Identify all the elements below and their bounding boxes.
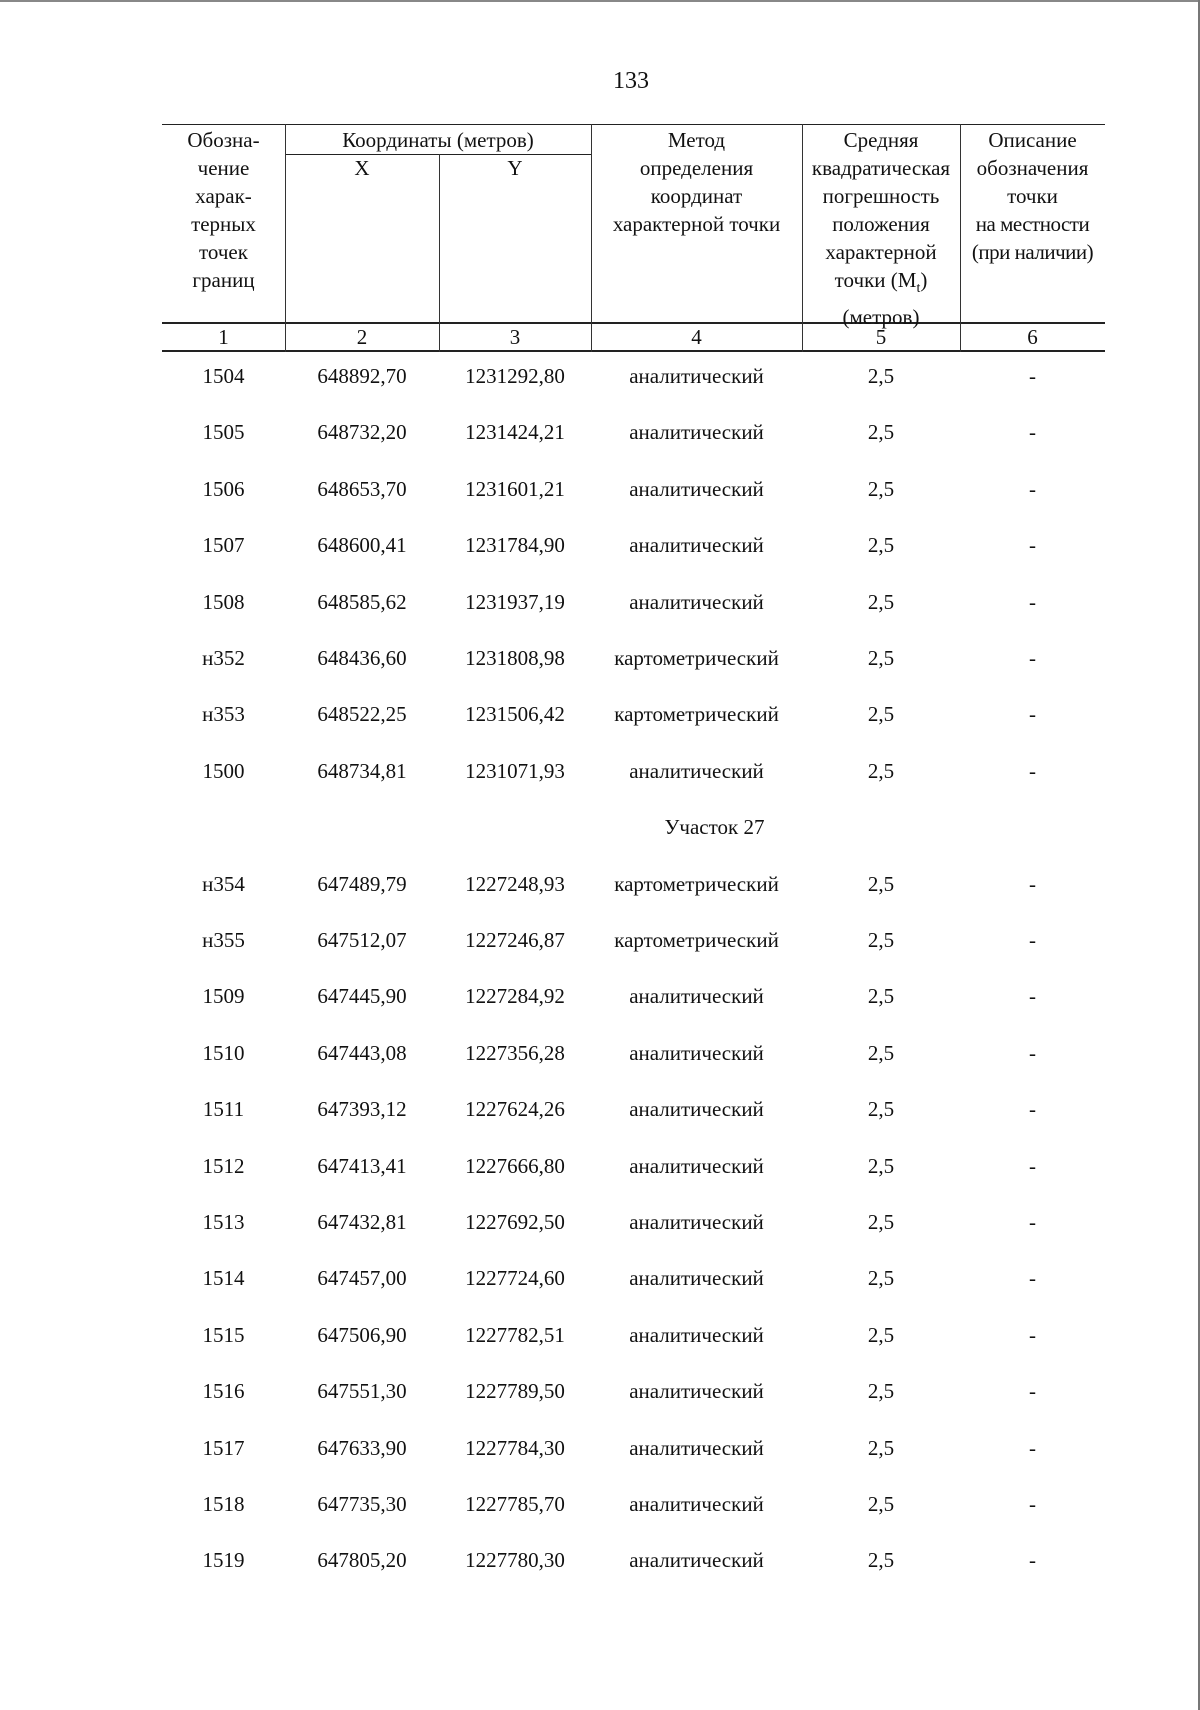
table-row [162,1033,1105,1073]
cell-mean-error: 2,5 [867,1548,895,1573]
cell-coord-y: 1231601,21 [465,476,565,501]
cell-description: - [1029,1322,1036,1347]
cell-method: картометрический [614,871,779,896]
cell-description: - [1029,1153,1036,1178]
cell-description: - [1029,476,1036,501]
cell-mean-error: 2,5 [867,1322,895,1347]
cell-method: аналитический [629,1210,764,1234]
cell-mean-error: 2,5 [867,533,895,558]
header-point-designation: Обозна- чение харак- терных точек границ [187,128,260,292]
cell-point-id: 1500 [202,758,245,783]
cell-coord-x: 647735,30 [317,1492,407,1516]
cell-coord-y: 1227356,28 [465,1040,565,1065]
header-mean-error: Средняя квадратическая погрешность положения характерной точки $(M_t)$ (метров) [802,126,960,331]
cell-point-id: 1511 [202,1097,245,1122]
cell-method: аналитический [629,533,764,558]
cell-method: картометрический [614,702,779,727]
section-title: Участок 27 [664,815,765,840]
header-description: Описание обозначения точки на местности (при наличии) [971,128,1094,264]
table-row [162,638,1105,678]
table-row [162,751,1105,791]
cell-description: - [1029,871,1036,896]
cell-point-id: 1512 [202,1153,245,1178]
cell-description: - [1029,1379,1036,1404]
cell-method: аналитический [629,1097,764,1122]
cell-mean-error: 2,5 [867,928,895,952]
cell-coord-y: 1227692,50 [465,1210,565,1234]
cell-coord-y: 1227246,87 [465,928,565,952]
cell-description: - [1029,533,1036,558]
cell-description: - [1029,1210,1036,1234]
cell-mean-error: 2,5 [867,1435,895,1460]
cell-point-id: 1505 [202,420,245,445]
col-number-4: 4 [691,325,702,349]
cell-coord-y: 1227284,92 [465,984,565,1009]
table-row [162,694,1105,734]
cell-coord-y: 1227784,30 [465,1435,565,1460]
scan-edge-top [0,0,1200,2]
cell-point-id: н354 [202,871,245,896]
cell-point-id: 1518 [202,1492,245,1516]
table-header [162,124,1105,352]
table-row [162,1371,1105,1411]
cell-coord-x: 647489,79 [317,871,407,896]
cell-method: аналитический [629,1322,764,1347]
col-number-3: 3 [509,325,521,349]
cell-point-id: 1510 [202,1040,245,1065]
cell-description: - [1029,1548,1036,1573]
cell-coord-x: 648732,20 [317,420,407,445]
cell-mean-error: 2,5 [867,1266,895,1291]
cell-description: - [1029,1492,1036,1516]
cell-mean-error: 2,5 [867,476,895,501]
cell-coord-y: 1227782,51 [465,1322,565,1347]
cell-method: аналитический [629,364,764,388]
cell-mean-error: 2,5 [867,1097,895,1122]
cell-method: аналитический [629,1492,764,1516]
cell-coord-x: 648600,41 [317,533,407,558]
cell-coord-y: 1227624,26 [465,1097,565,1122]
cell-coord-x: 647506,90 [317,1322,407,1347]
cell-mean-error: 2,5 [867,1153,895,1178]
cell-coord-x: 647457,00 [317,1266,407,1291]
cell-coord-x: 648892,70 [317,364,407,388]
cell-mean-error: 2,5 [867,1379,895,1404]
cell-mean-error: 2,5 [867,1040,895,1065]
cell-coord-x: 647443,08 [317,1040,407,1065]
table-row [162,1258,1105,1298]
cell-point-id: 1508 [202,589,245,614]
cell-coord-x: 648734,81 [317,758,407,783]
cell-mean-error: 2,5 [867,646,895,670]
cell-coord-y: 1227785,70 [465,1492,565,1516]
cell-coord-y: 1227248,93 [465,871,565,896]
cell-coord-x: 647393,12 [317,1097,407,1122]
cell-description: - [1029,364,1036,388]
cell-coord-x: 648653,70 [317,476,407,501]
cell-point-id: н353 [202,702,245,727]
cell-point-id: 1515 [202,1322,245,1347]
cell-method: картометрический [614,928,779,952]
cell-method: аналитический [629,1266,764,1291]
cell-method: аналитический [629,476,764,501]
cell-method: аналитический [629,1379,764,1404]
header-coordinates-group: Координаты (метров) [342,128,534,152]
cell-point-id: 1513 [202,1210,245,1234]
cell-coord-x: 647445,90 [317,984,407,1009]
table-row [162,582,1105,622]
cell-point-id: 1516 [202,1379,245,1404]
header-x: X [354,156,370,180]
cell-mean-error: 2,5 [867,589,895,614]
cell-method: аналитический [629,420,764,445]
cell-method: аналитический [629,758,764,783]
table-row [162,469,1105,509]
col-number-6: 6 [1027,325,1038,349]
cell-coord-x: 648436,60 [317,646,407,670]
table-row [162,976,1105,1016]
cell-description: - [1029,702,1036,727]
cell-coord-y: 1231937,19 [465,589,565,614]
cell-coord-x: 648522,25 [317,702,407,727]
cell-coord-y: 1231784,90 [465,533,565,558]
table-row [162,412,1105,452]
cell-mean-error: 2,5 [867,420,895,445]
cell-method: аналитический [629,1435,764,1460]
cell-point-id: 1514 [202,1266,245,1291]
cell-coord-y: 1231424,21 [465,420,565,445]
cell-mean-error: 2,5 [867,702,895,727]
cell-method: аналитический [629,984,764,1009]
cell-coord-x: 647633,90 [317,1435,407,1460]
cell-coord-y: 1231506,42 [465,702,565,727]
cell-description: - [1029,1435,1036,1460]
header-method: Метод определения координат характерной точки [612,128,781,236]
cell-method: аналитический [629,1548,764,1573]
cell-point-id: н352 [202,646,245,670]
cell-coord-y: 1231292,80 [465,364,565,388]
cell-mean-error: 2,5 [867,1492,895,1516]
cell-coord-x: 647512,07 [317,928,407,952]
table-row [162,864,1105,904]
cell-mean-error: 2,5 [867,871,895,896]
table-row [162,1315,1105,1355]
cell-point-id: 1506 [202,476,245,501]
cell-coord-y: 1227724,60 [465,1266,565,1291]
header-mt-line: точки $(M_t)$ [834,268,928,297]
table-row [162,1484,1105,1524]
cell-coord-y: 1227789,50 [465,1379,565,1404]
header-y: Y [507,156,523,180]
cell-coord-x: 647805,20 [317,1548,407,1573]
col-number-5: 5 [875,325,887,349]
cell-description: - [1029,1040,1036,1065]
table-row [162,356,1105,396]
cell-mean-error: 2,5 [867,1210,895,1234]
cell-description: - [1029,1097,1036,1122]
cell-point-id: 1517 [202,1435,245,1460]
cell-mean-error: 2,5 [867,364,895,388]
col-number-2: 2 [356,325,368,349]
cell-point-id: 1519 [202,1548,245,1573]
cell-method: аналитический [629,1153,764,1178]
cell-coord-y: 1231071,93 [465,758,565,783]
table-row [162,1202,1105,1242]
cell-description: - [1029,758,1036,783]
cell-point-id: 1504 [202,364,245,388]
table-row [162,920,1105,960]
cell-coord-x: 647551,30 [317,1379,407,1404]
cell-point-id: 1507 [202,533,245,558]
table-row [162,1146,1105,1186]
cell-point-id: н355 [202,928,245,952]
cell-description: - [1029,646,1036,670]
cell-coord-x: 647432,81 [317,1210,407,1234]
cell-method: аналитический [629,1040,764,1065]
cell-description: - [1029,589,1036,614]
cell-coord-y: 1231808,98 [465,646,565,670]
cell-description: - [1029,420,1036,445]
table-row [162,525,1105,565]
cell-mean-error: 2,5 [867,758,895,783]
cell-method: аналитический [629,589,764,614]
cell-point-id: 1509 [202,984,245,1009]
cell-method: картометрический [614,646,779,670]
col-number-1: 1 [218,325,229,349]
table-row [162,1089,1105,1129]
cell-coord-y: 1227780,30 [465,1548,565,1573]
table-row [162,1540,1105,1580]
cell-description: - [1029,984,1036,1009]
table-row [162,1428,1105,1468]
cell-coord-x: 647413,41 [317,1153,407,1178]
page-number: 133 [613,68,649,94]
cell-description: - [1029,1266,1036,1291]
cell-mean-error: 2,5 [867,984,895,1009]
cell-coord-x: 648585,62 [317,589,407,614]
cell-coord-y: 1227666,80 [465,1153,565,1178]
header-top-rule [162,124,1105,125]
cell-description: - [1029,928,1036,952]
